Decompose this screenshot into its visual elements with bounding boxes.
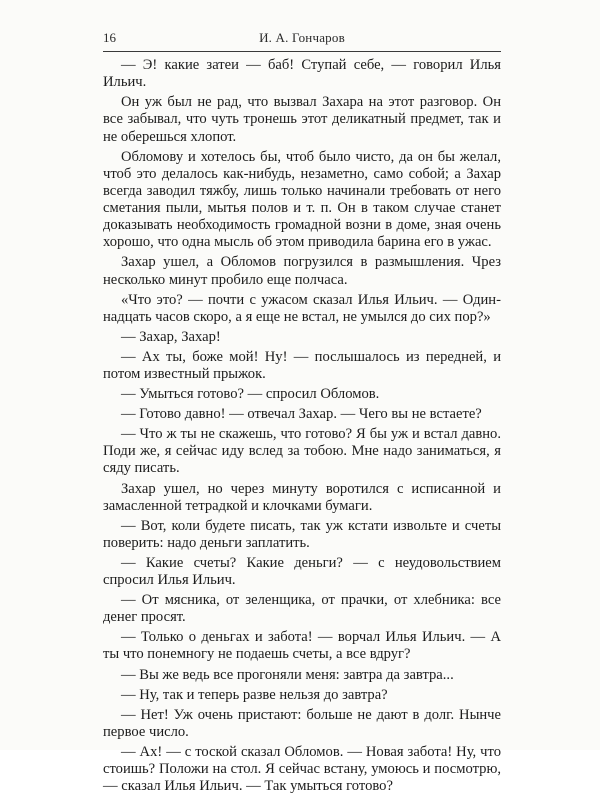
header-rule bbox=[103, 51, 501, 52]
paragraph: — Нет! Уж очень пристают: больше не дают в долг. Нынче первое число. bbox=[103, 706, 501, 740]
paragraph: — Какие счеты? Какие деньги? — с неудовольствием спросил Илья Ильич. bbox=[103, 554, 501, 589]
body-text bbox=[103, 57, 501, 795]
paragraph: Захар ушел, но через минуту воротился с исписанной и замасленной тетрадкой и клочками бумаги. bbox=[103, 480, 501, 514]
running-head-title: И. А. Гончаров bbox=[259, 30, 345, 45]
paragraph: Обломову и хотелось бы, чтоб было чисто, да он бы желал, чтоб это делалось как-нибудь, незаметно, само собой; а Захар всегда заводил тяжбу, лишь только начинали требовать от него сметания пыли, мытья полов и т. п. Он в таком случае станет доказывать необходимость громадной возни в доме, зная очень хорошо, что одна мысль об этом приводила барина его в ужас. bbox=[103, 148, 501, 251]
paragraph: — Э! какие затеи — баб! Ступай себе, — говорил Илья Ильич. bbox=[103, 57, 501, 91]
paragraph: Захар ушел, а Обломов погрузился в размышления. Чрез несколько минут пробило еще полчаса. bbox=[103, 254, 501, 288]
paragraph: — Захар, Захар! bbox=[121, 328, 221, 345]
paragraph: Он уж был не рад, что вызвал Захара на этот разговор. Он все забывал, что чуть тронешь этот деликатный предмет, так и не оберешься хлопот. bbox=[103, 94, 501, 145]
page-number: 16 bbox=[103, 30, 116, 45]
paragraph: — Только о деньгах и забота! — ворчал Илья Ильич. — А ты что понемногу не подаешь счеты, а все вдруг? bbox=[103, 629, 501, 663]
paragraph: — Ну, так и теперь разве нельзя до завтра? bbox=[121, 686, 388, 703]
paragraph: — Что ж ты не скажешь, что готово? Я бы уж и встал давно. Поди же, я сейчас иду вслед за тобою. Мне надо заниматься, я сяду писать. bbox=[103, 426, 501, 477]
paragraph: — Ах! — с тоской сказал Обломов. — Новая забота! Ну, что стоишь? Положи на стол. Я сейчас встану, умоюсь и посмотрю, — сказал Илья Ильич. — Так умыться готово? bbox=[103, 743, 501, 795]
paragraph: — Ах ты, боже мой! Ну! — послышалось из передней, и потом известный прыжок. bbox=[103, 348, 501, 382]
paragraph: «Что это? — почти с ужасом сказал Илья Ильич. — Одиннадцать часов скоро, а я еще не встал, не умылся до сих пор?» bbox=[103, 291, 501, 325]
paragraph: — Вот, коли будете писать, так уж кстати извольте и счеты поверить: надо деньги заплатить. bbox=[103, 517, 501, 551]
paragraph: — Умыться готово? — спросил Обломов. bbox=[121, 386, 380, 403]
paragraph: — Готово давно! — отвечал Захар. — Чего вы не встаете? bbox=[121, 406, 482, 423]
paragraph: — Вы же ведь все прогоняли меня: завтра да завтра... bbox=[121, 666, 454, 683]
running-head bbox=[103, 30, 501, 52]
paragraph: — От мясника, от зеленщика, от прачки, от хлебника: все денег просят. bbox=[103, 592, 501, 626]
